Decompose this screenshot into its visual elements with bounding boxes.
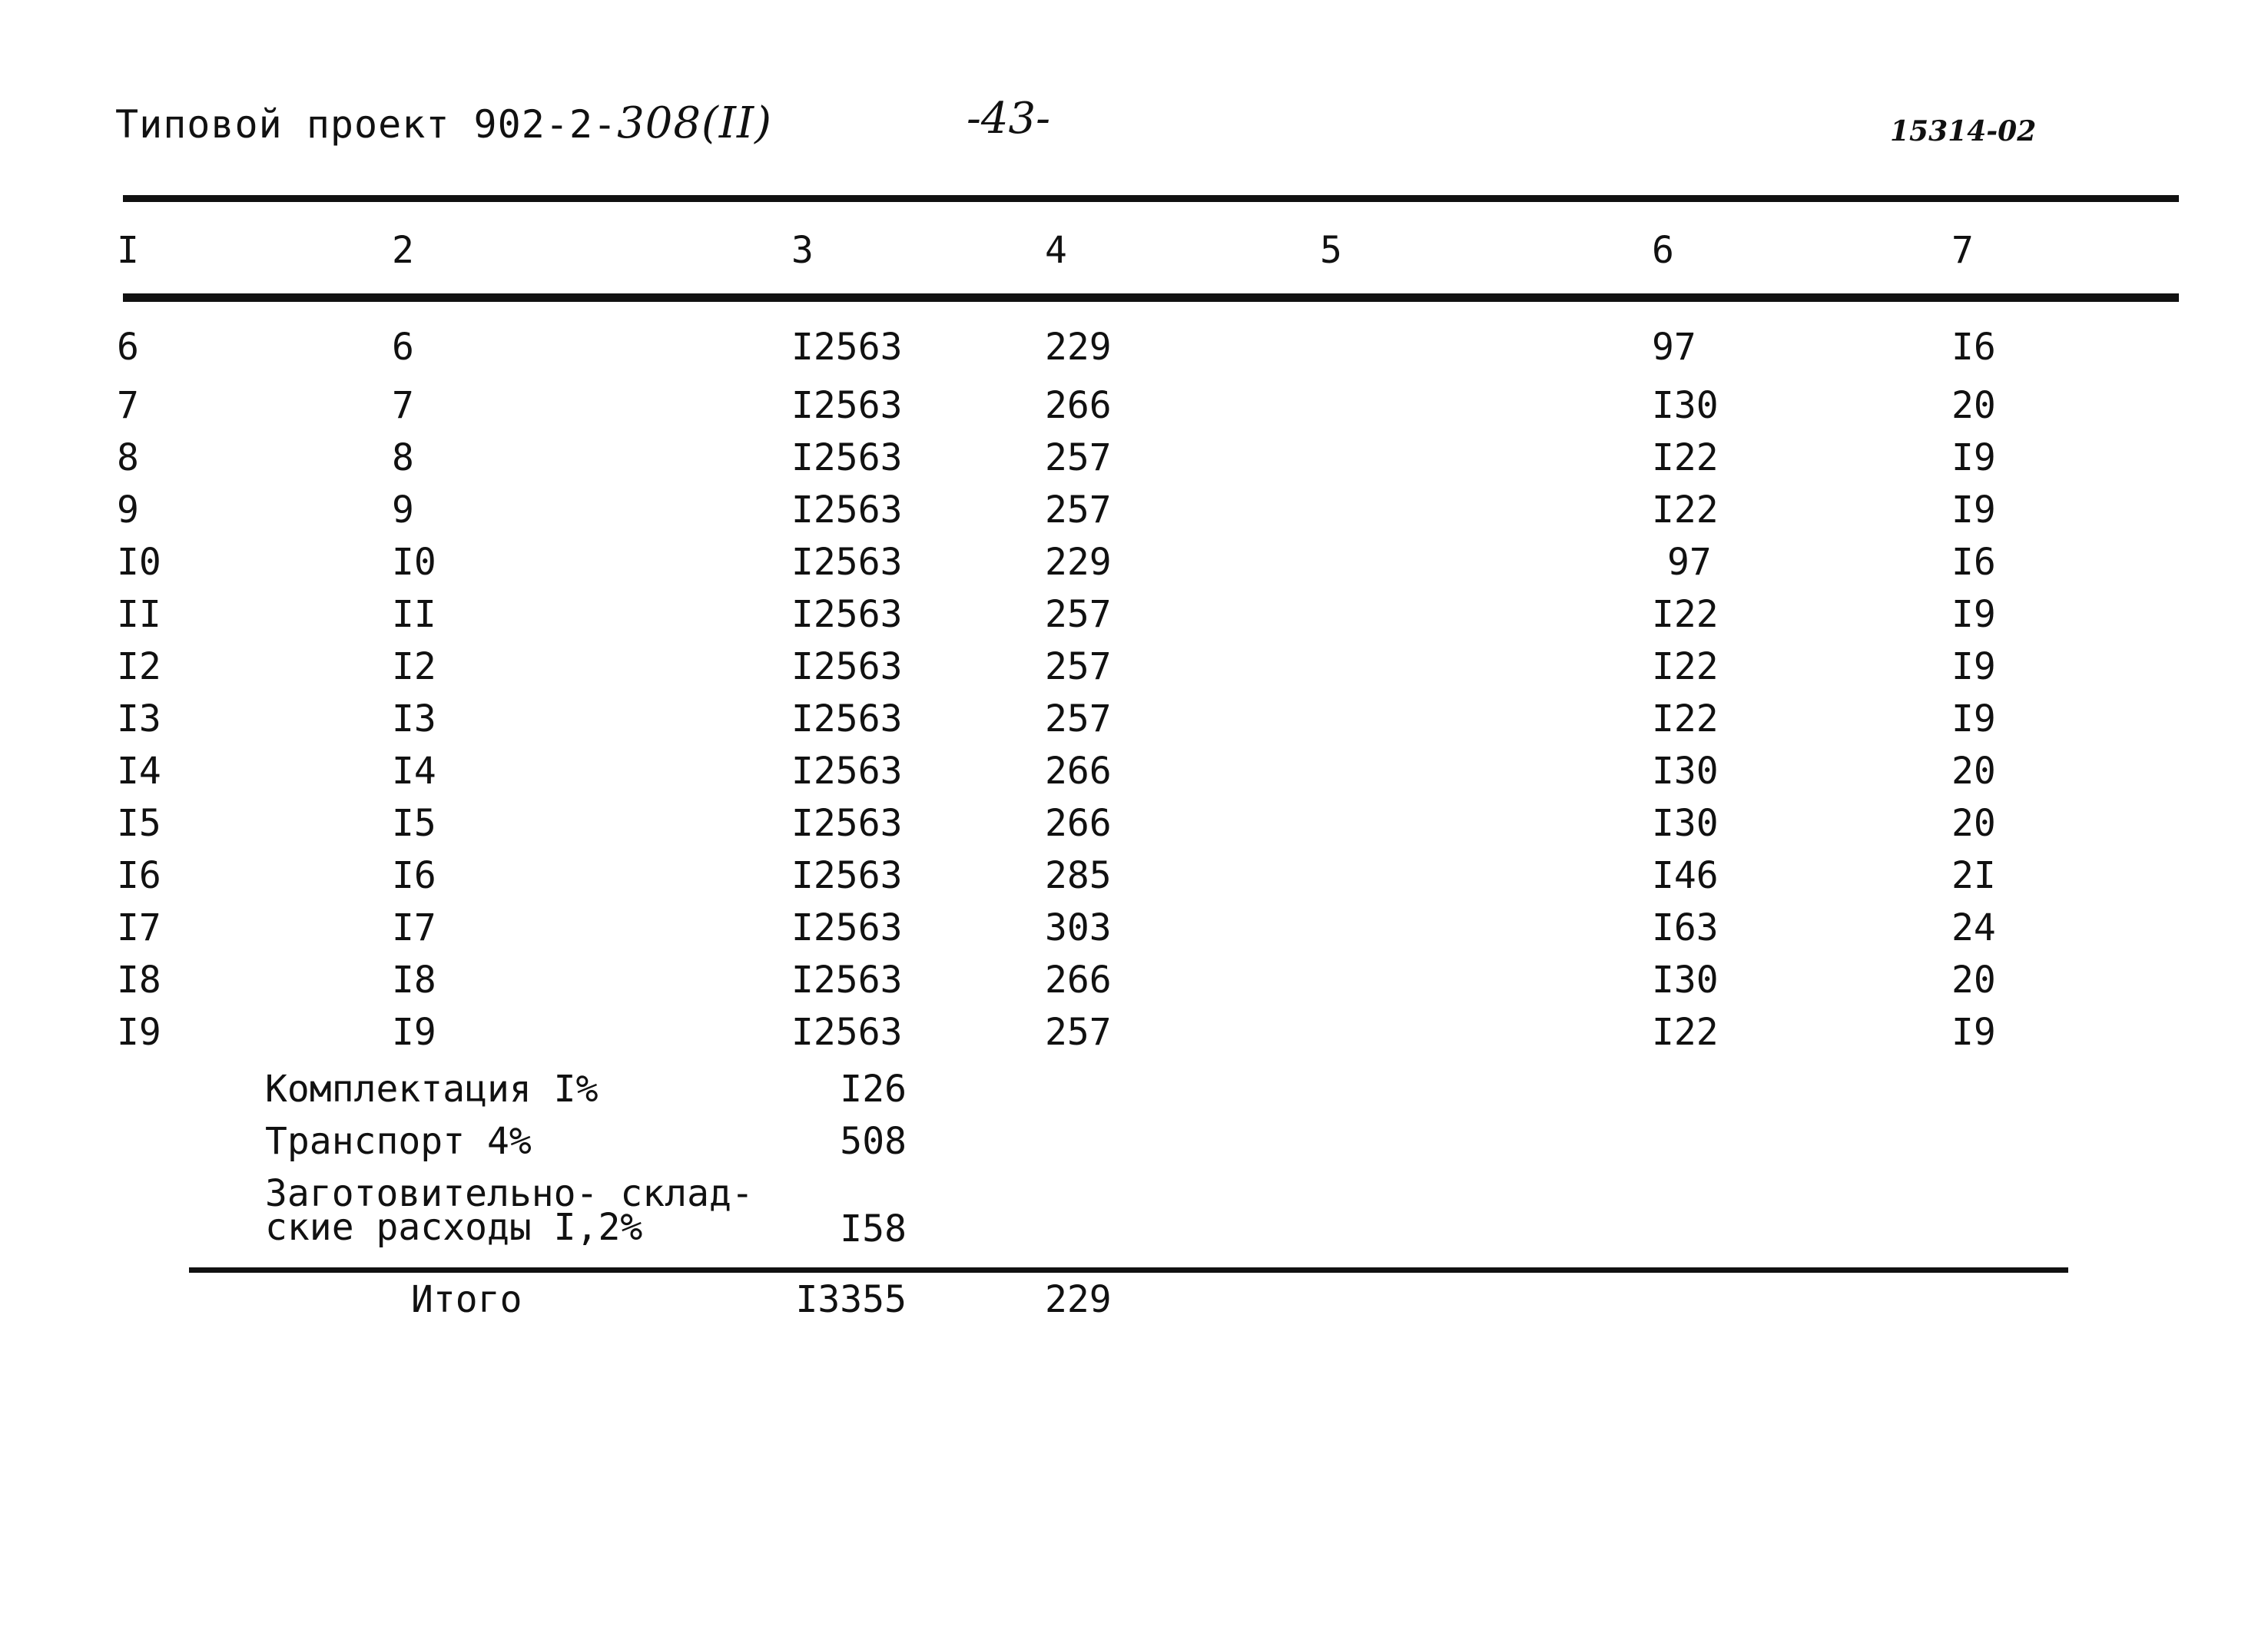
- table-cell: I3: [392, 697, 436, 740]
- extra-label-line-1: Заготовительно- склад-: [265, 1172, 754, 1215]
- table-cell: I2563: [791, 906, 903, 949]
- table-cell: I9: [1951, 1011, 1996, 1054]
- table-cell: 257: [1045, 593, 1112, 636]
- table-cell: I30: [1652, 959, 1719, 1002]
- table-cell: I9: [1951, 593, 1996, 636]
- title-handwritten-number: 308(II): [617, 98, 772, 148]
- table-cell: I4: [392, 750, 436, 793]
- table-cell: 266: [1045, 750, 1112, 793]
- table-cell: I2563: [791, 750, 903, 793]
- table-cell: 6: [117, 326, 139, 369]
- column-header-4: 4: [1045, 229, 1067, 272]
- table-cell: I9: [117, 1011, 161, 1054]
- table-cell: 7: [117, 384, 139, 427]
- column-header-5: 5: [1320, 229, 1342, 272]
- document-code: 15314-02: [1890, 115, 2037, 147]
- table-header-rule: [123, 293, 2179, 302]
- title-prefix: Типовой проект 902-2-: [115, 102, 618, 147]
- table-cell: I3: [117, 697, 161, 740]
- table-cell: I0: [117, 541, 161, 584]
- table-cell: I2563: [791, 593, 903, 636]
- table-cell: I2563: [791, 854, 903, 897]
- extra-label: Транспорт 4%: [265, 1120, 532, 1163]
- table-cell: 266: [1045, 802, 1112, 845]
- table-cell: 6: [392, 326, 414, 369]
- table-cell: 24: [1951, 906, 1996, 949]
- table-cell: 20: [1951, 750, 1996, 793]
- table-cell: I8: [117, 959, 161, 1002]
- table-cell: 9: [392, 489, 414, 532]
- table-cell: 257: [1045, 436, 1112, 479]
- table-cell: I30: [1652, 384, 1719, 427]
- table-cell: I5: [392, 802, 436, 845]
- table-cell: I30: [1652, 802, 1719, 845]
- table-cell: I22: [1652, 436, 1719, 479]
- table-cell: 285: [1045, 854, 1112, 897]
- table-cell: 303: [1045, 906, 1112, 949]
- table-cell: II: [117, 593, 161, 636]
- table-cell: I9: [1951, 697, 1996, 740]
- total-label: Итого: [411, 1278, 522, 1321]
- page-number: -43-: [967, 94, 1051, 144]
- extra-value: 508: [840, 1120, 907, 1163]
- table-cell: 229: [1045, 326, 1112, 369]
- table-cell: 266: [1045, 384, 1112, 427]
- table-cell: 20: [1951, 384, 1996, 427]
- extra-label-line-2: ские расходы I,2%: [265, 1206, 643, 1249]
- table-cell: I2: [392, 645, 436, 688]
- table-cell: I2: [117, 645, 161, 688]
- document-title: [115, 98, 772, 148]
- table-cell: I6: [392, 854, 436, 897]
- column-header-7: 7: [1951, 229, 1974, 272]
- table-cell: 97: [1652, 326, 1696, 369]
- table-cell: I2563: [791, 326, 903, 369]
- table-cell: I2563: [791, 802, 903, 845]
- column-header-3: 3: [791, 229, 814, 272]
- table-cell: I4: [117, 750, 161, 793]
- table-cell: I7: [392, 906, 436, 949]
- table-cell: I2563: [791, 436, 903, 479]
- table-cell: I6: [1951, 541, 1996, 584]
- table-cell: 7: [392, 384, 414, 427]
- table-cell: I9: [1951, 436, 1996, 479]
- table-cell: I2563: [791, 541, 903, 584]
- table-cell: I2563: [791, 1011, 903, 1054]
- table-cell: I22: [1652, 593, 1719, 636]
- table-cell: I22: [1652, 697, 1719, 740]
- extra-value: I26: [840, 1068, 907, 1111]
- table-cell: I0: [392, 541, 436, 584]
- table-cell: I2563: [791, 645, 903, 688]
- column-header-6: 6: [1652, 229, 1674, 272]
- table-cell: I2563: [791, 384, 903, 427]
- column-header-1: I: [117, 229, 139, 272]
- table-cell: I63: [1652, 906, 1719, 949]
- table-cell: 257: [1045, 697, 1112, 740]
- table-top-rule: [123, 195, 2179, 202]
- table-cell: I30: [1652, 750, 1719, 793]
- column-header-2: 2: [392, 229, 414, 272]
- table-cell: I2563: [791, 959, 903, 1002]
- table-cell: 9: [117, 489, 139, 532]
- table-cell: I2563: [791, 489, 903, 532]
- table-cell: 2I: [1951, 854, 1996, 897]
- table-cell: I22: [1652, 645, 1719, 688]
- table-cell: I8: [392, 959, 436, 1002]
- table-cell: 257: [1045, 1011, 1112, 1054]
- table-cell: I6: [1951, 326, 1996, 369]
- table-cell: I7: [117, 906, 161, 949]
- table-cell: 266: [1045, 959, 1112, 1002]
- table-cell: I9: [1951, 489, 1996, 532]
- table-cell: 257: [1045, 489, 1112, 532]
- total-col3: I3355: [795, 1278, 907, 1321]
- table-cell: I9: [1951, 645, 1996, 688]
- table-cell: 8: [392, 436, 414, 479]
- table-cell: 20: [1951, 959, 1996, 1002]
- table-cell: I2563: [791, 697, 903, 740]
- table-cell: 229: [1045, 541, 1112, 584]
- table-cell: 97: [1667, 541, 1712, 584]
- table-cell: I46: [1652, 854, 1719, 897]
- table-cell: I22: [1652, 1011, 1719, 1054]
- table-cell: 20: [1951, 802, 1996, 845]
- table-cell: II: [392, 593, 436, 636]
- table-total-rule: [189, 1267, 2068, 1273]
- table-cell: I22: [1652, 489, 1719, 532]
- extra-value: I58: [840, 1207, 907, 1250]
- table-cell: 257: [1045, 645, 1112, 688]
- extra-label: Комплектация I%: [265, 1068, 598, 1111]
- table-cell: I5: [117, 802, 161, 845]
- table-cell: I9: [392, 1011, 436, 1054]
- total-col4: 229: [1045, 1278, 1112, 1321]
- table-cell: I6: [117, 854, 161, 897]
- table-cell: 8: [117, 436, 139, 479]
